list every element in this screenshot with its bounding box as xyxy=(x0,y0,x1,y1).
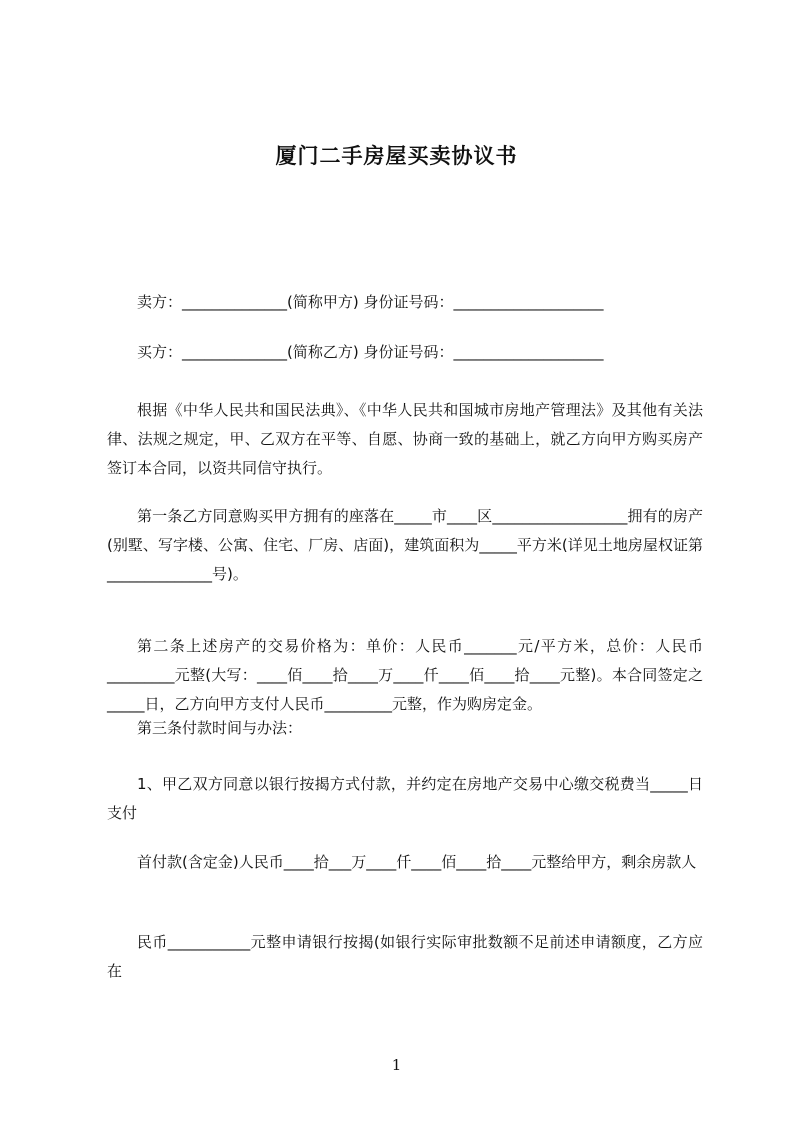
payment-clause-1: 1、甲乙双方同意以银行按揭方式付款，并约定在房地产交易中心缴交税费当_____日支付 xyxy=(107,775,703,822)
article-1-paragraph: 第一条乙方同意购买甲方拥有的座落在_____市____区__________________拥有的房产(别墅、写字楼、公寓、住宅、厂房、店面)，建筑面积为_____平方米(详见土地房屋权证第______________号)。 xyxy=(107,507,703,583)
mortgage-paragraph: 民币___________元整申请银行按揭(如银行实际审批数额不足前述申请额度，乙方应在 xyxy=(107,933,703,980)
article-3-heading: 第三条付款时间与办法： xyxy=(137,719,303,737)
buyer-line: 买方：______________(简称乙方) 身份证号码：____________________ xyxy=(137,343,604,361)
article-2-paragraph: 第二条上述房产的交易价格为：单价：人民币_______元/平方米，总价：人民币_________元整(大写：____佰____拾____万____仟____佰____拾____元整)。本合同签定之_____日，乙方向甲方支付人民币_________元整，作为购房定金。 xyxy=(107,637,703,713)
down-payment-paragraph: 首付款(含定金)人民币____拾___万____仟____佰____拾____元整给甲方，剩余房款人 xyxy=(137,853,697,871)
page-number: 1 xyxy=(391,1056,402,1074)
preamble-paragraph: 根据《中华人民共和国民法典》、《中华人民共和国城市房地产管理法》及其他有关法律、法规之规定，甲、乙双方在平等、自愿、协商一致的基础上，就乙方向甲方购买房产签订本合同，以资共同信守执行。 xyxy=(107,401,703,477)
seller-line: 卖方：______________(简称甲方) 身份证号码：____________________ xyxy=(137,293,604,311)
document-title: 厦门二手房屋买卖协议书 xyxy=(275,144,518,168)
